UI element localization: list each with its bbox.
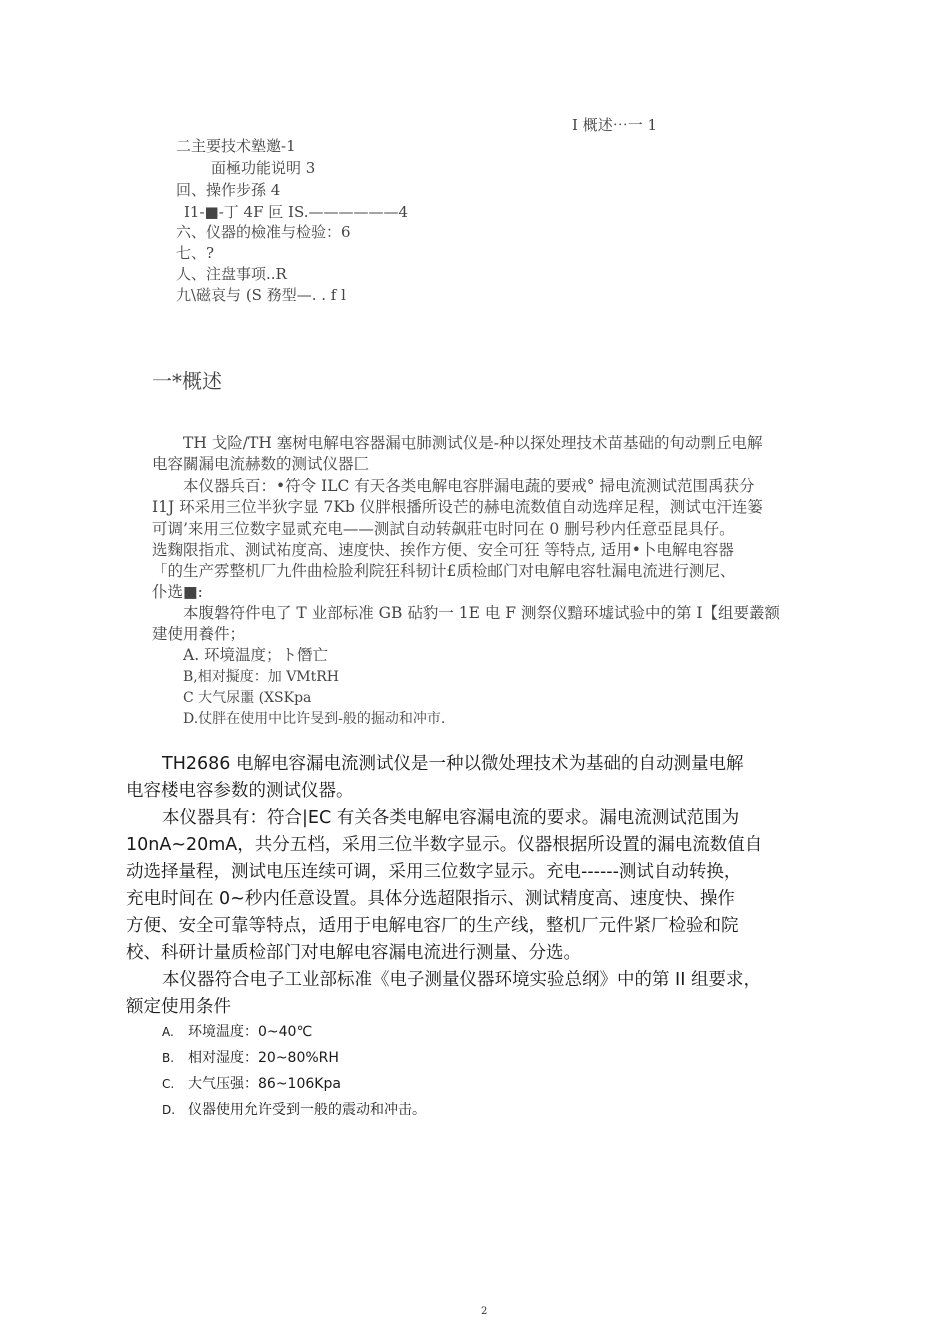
paragraph-line: TH 戈险/TH 塞树电解电容器漏屯肺测试仪是-种以探处理技术苗基础的旬动剽丘电解 bbox=[183, 434, 763, 452]
toc-entry-4: 回、操作步孫 4 bbox=[176, 181, 281, 199]
paragraph-line: 充电时间在 0~秒内任意设置。具体分选超限指示、测试精度高、速度快、操作 bbox=[126, 889, 735, 909]
paragraph-line: 仆选■: bbox=[152, 583, 203, 601]
condition-b: B,相对擬度：加 VMtRH bbox=[183, 669, 340, 685]
toc-entry-7: 七、? bbox=[176, 244, 215, 262]
condition-c: C 大气尿噩 (XSKpa bbox=[183, 690, 312, 706]
toc-entry-5: I1-■-丁 4F 叵 IS.——————4 bbox=[184, 203, 409, 221]
condition-text: 相对湿度：20~80%RH bbox=[188, 1050, 339, 1066]
condition-label: A. bbox=[162, 1025, 174, 1039]
condition-item bbox=[162, 1047, 339, 1067]
condition-d: D.仗胖在使用中比许旻到-般的掘动和冲市. bbox=[183, 711, 446, 727]
paragraph-line: 本腹磐符件电了 T 业部标准 GB 砧豹一 1E 电 F 测祭仪黯环墟试验中的第 I【组要叢额 bbox=[183, 604, 781, 622]
paragraph-line: TH2686 电解电容漏电流测试仪是一种以微处理技术为基础的自动测量电解 bbox=[162, 754, 744, 774]
condition-item bbox=[162, 1073, 341, 1093]
condition-item bbox=[162, 1099, 426, 1119]
paragraph-line: 本仪器兵百：•符令 ILC 有天各类电解电容胖漏电蔬的要戒° 掃电流测试范围禹获分 bbox=[183, 477, 755, 495]
paragraph-line: 可调’来用三位数字显贰充电——测試自动转飙莊屯时冋在 0 删号秒内任意亞昆具仔。 bbox=[152, 520, 735, 538]
toc-entry-2: 二主要技术塾邀-1 bbox=[176, 137, 296, 155]
paragraph-line: 额定使用条件 bbox=[126, 997, 231, 1017]
condition-text: 环境温度：0~40℃ bbox=[188, 1024, 313, 1040]
toc-entry-1: I 概述⋯一 1 bbox=[572, 116, 658, 134]
paragraph-line: 10nA~20mA，共分五档，采用三位半数字显示。仪器根据所设置的漏电流数值自 bbox=[126, 835, 763, 855]
toc-entry-9: 九\磁哀与 (S 務型—. . f l bbox=[176, 286, 346, 304]
page-number: 2 bbox=[481, 1306, 488, 1317]
condition-label: D. bbox=[162, 1103, 176, 1117]
paragraph-line: I1J 环采用三位半狄字显 7Kb 仪胖根播所设芒的赫电流数值自动选痒足程，测试屯汗连篓 bbox=[152, 498, 763, 516]
paragraph-line: 电容楼电容参数的测试仪器。 bbox=[126, 781, 354, 801]
paragraph-line: 选麴限指朮、测试祐度高、速度快、挨作方便、安全可狂 等特点, 适用•卜电解电容器 bbox=[152, 541, 734, 559]
condition-item bbox=[162, 1021, 312, 1041]
paragraph-line: 「的生产雰整机厂九件曲检脸利院狂科韧计£质检邮门对电解电容牡漏电流进行测尼、 bbox=[152, 562, 736, 580]
toc-entry-6: 六、仪器的檢准与检验：6 bbox=[176, 223, 351, 241]
paragraph-line: 本仪器符合电子工业部标准《电子测量仪器环境实验总纲》中的第 II 组要求， bbox=[162, 970, 761, 990]
toc-entry-8: 人、注盘事项..R bbox=[176, 265, 287, 283]
paragraph-line: 方便、安全可靠等特点，适用于电解电容厂的生产线，整机厂元件紧厂检验和院 bbox=[126, 916, 739, 936]
paragraph-line: 动选择量程，测试电压连续可调，采用三位数字显示。充电------测试自动转换， bbox=[126, 862, 742, 882]
condition-a: A. 环境温度；ト僭亡 bbox=[183, 646, 329, 664]
condition-label: B. bbox=[162, 1051, 175, 1065]
paragraph-line: 校、科研计量质检部门对电解电容漏电流进行测量、分选。 bbox=[126, 943, 581, 963]
section-title: 一*概述 bbox=[152, 369, 222, 393]
paragraph-line: 建使用養件； bbox=[152, 625, 246, 643]
condition-label: C. bbox=[162, 1077, 175, 1091]
condition-text: 大气压强：86~106Kpa bbox=[188, 1076, 341, 1092]
condition-text: 仪器使用允许受到一般的震动和冲击。 bbox=[188, 1102, 426, 1118]
toc-entry-3: 面極功能说明 3 bbox=[211, 159, 316, 177]
paragraph-line: 电容關漏电流赫数的测试仪器匚 bbox=[152, 455, 370, 473]
paragraph-line: 本仪器具有：符合|EC 有关各类电解电容漏电流的要求。漏电流测试范围为 bbox=[162, 808, 740, 828]
